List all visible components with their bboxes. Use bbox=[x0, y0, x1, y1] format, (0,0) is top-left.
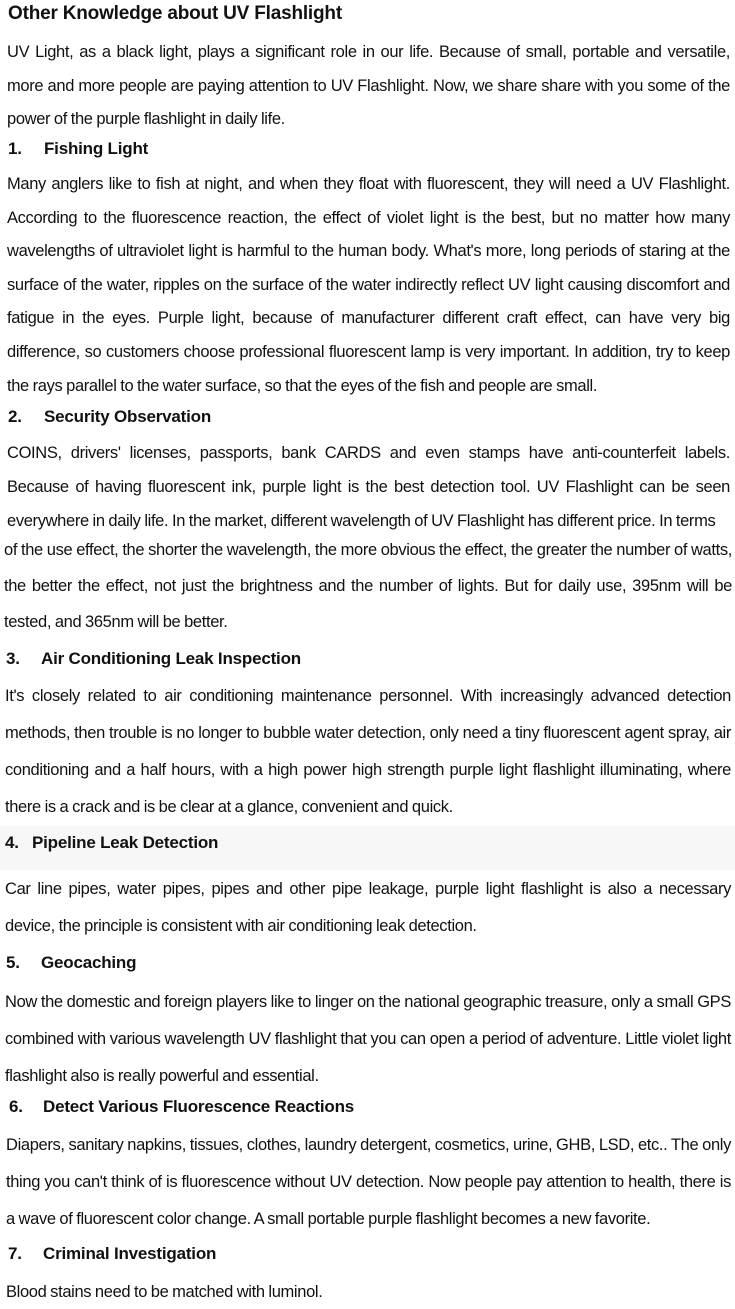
section-5-title: Geocaching bbox=[41, 953, 137, 972]
section-7-heading bbox=[8, 1244, 216, 1264]
section-5-heading bbox=[6, 953, 136, 973]
section-1-title: Fishing Light bbox=[44, 139, 149, 158]
intro-paragraph: UV Light, as a black light, plays a significant role in our life. Because of small, portable and versatile, more and more people are paying attention to UV Flashlight. Now, we share share with you some of the power of the purple flashlight in daily life. bbox=[7, 43, 730, 128]
section-3-heading bbox=[6, 649, 301, 669]
section-2-body-continued: of the use effect, the shorter the wavelength, the more obvious the effect, the greater the number of watts, the better the effect, not just the brightness and the number of lights. But for daily use, 395nm will be tested, and 365nm will be better. bbox=[4, 541, 732, 631]
section-1-body: Many anglers like to fish at night, and when they float with fluorescent, they will need a UV Flashlight. According to the fluorescence reaction, the effect of violet light is the best, but no matter how many wavelengths of ultraviolet light is harmful to the human body. What's more, long periods of staring at the surface of the water, ripples on the surface of the water indirectly reflect UV light causing discomfort and fatigue in the eyes. Purple light, because of manufacturer different craft effect, can have very big difference, so customers choose professional fluorescent lamp is very important. In addition, try to keep the rays parallel to the water surface, so that the eyes of the fish and people are small. bbox=[7, 175, 730, 395]
section-3-title: Air Conditioning Leak Inspection bbox=[41, 649, 301, 668]
section-5-number: 5. bbox=[6, 953, 20, 972]
section-7-title: Criminal Investigation bbox=[43, 1244, 217, 1263]
section-1-number: 1. bbox=[8, 139, 22, 158]
section-4-heading bbox=[5, 833, 218, 853]
section-6-title: Detect Various Fluorescence Reactions bbox=[43, 1097, 355, 1116]
section-4-number: 4. bbox=[5, 833, 19, 852]
section-4-body: Car line pipes, water pipes, pipes and other pipe leakage, purple light flashlight is also a necessary device, the principle is consistent with air conditioning leak detection. bbox=[5, 880, 731, 935]
section-2-title: Security Observation bbox=[44, 407, 212, 426]
section-6-body: Diapers, sanitary napkins, tissues, clothes, laundry detergent, cosmetics, urine, GHB, LSD, etc.. The only thing you can't think of is fluorescence without UV detection. Now people pay attention to health, there is a wave of fluorescent color change. A small portable purple flashlight becomes a new favorite. bbox=[6, 1136, 731, 1228]
section-1-heading bbox=[8, 139, 148, 159]
section-3-body: It's closely related to air conditioning maintenance personnel. With increasingly advanced detection methods, then trouble is no longer to bubble water detection, only need a tiny fluorescent agent spray, air conditioning and a half hours, with a high power high strength purple light flashlight illuminating, where there is a crack and is be clear at a glance, convenient and quick. bbox=[5, 687, 731, 816]
section-3-number: 3. bbox=[6, 649, 20, 668]
section-2-number: 2. bbox=[8, 407, 22, 426]
page-title: Other Knowledge about UV Flashlight bbox=[8, 3, 342, 24]
section-6-heading bbox=[9, 1097, 354, 1117]
section-2-body: COINS, drivers' licenses, passports, bank CARDS and even stamps have anti-counterfeit labels. Because of having fluorescent ink, purple light is the best detection tool. UV Flashlight can be seen everywhere in daily life. In the market, different wavelength of UV Flashlight has different price. In terms bbox=[7, 444, 730, 530]
section-6-number: 6. bbox=[9, 1097, 23, 1116]
section-5-body: Now the domestic and foreign players like to linger on the national geographic treasure, only a small GPS combined with various wavelength UV flashlight that you can open a period of adventure. Little violet light flashlight also is really powerful and essential. bbox=[5, 993, 731, 1085]
section-7-number: 7. bbox=[8, 1244, 22, 1263]
section-4-title: Pipeline Leak Detection bbox=[32, 833, 219, 852]
section-2-heading bbox=[8, 407, 211, 427]
section-7-body: Blood stains need to be matched with luminol. bbox=[6, 1283, 323, 1301]
